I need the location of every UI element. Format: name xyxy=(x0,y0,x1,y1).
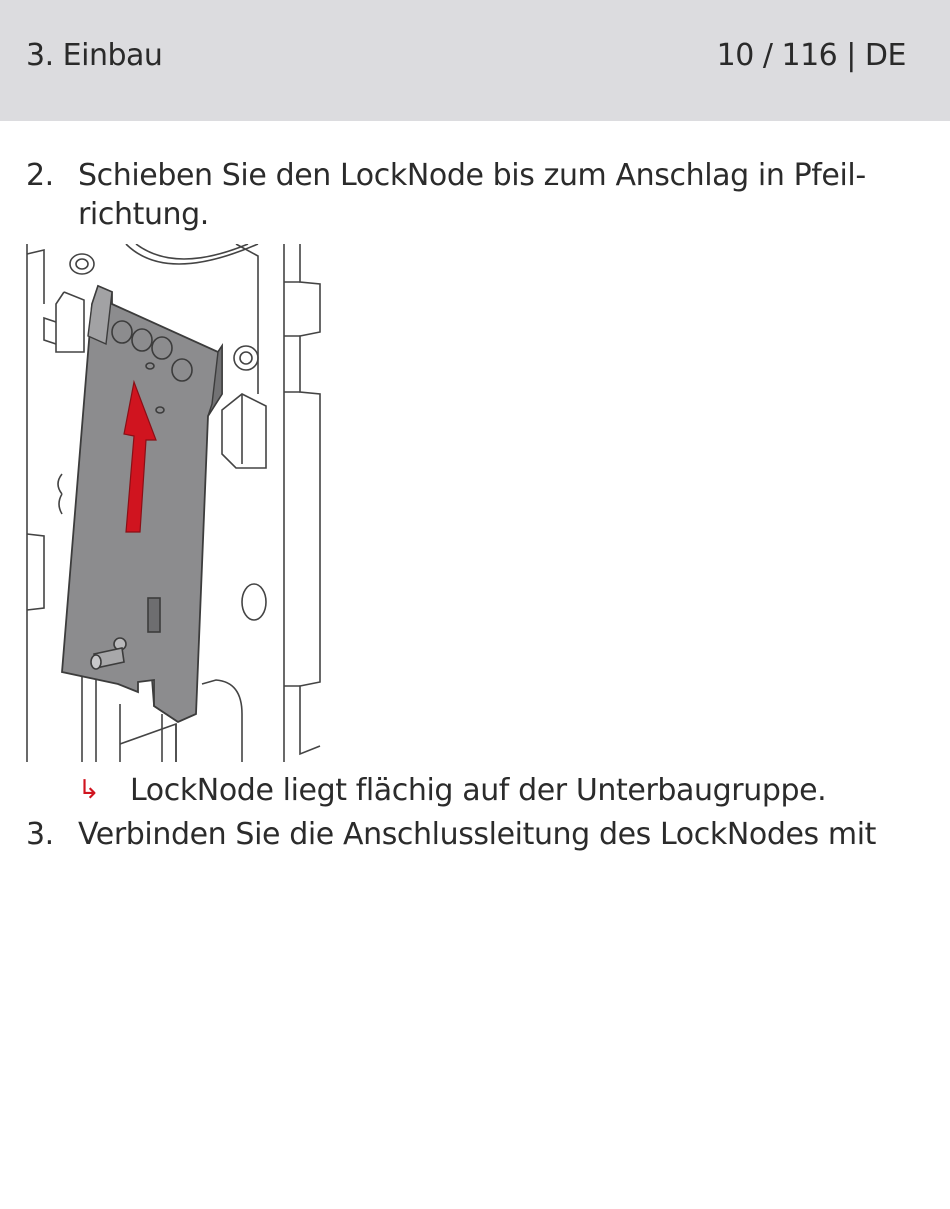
step-number: 2. xyxy=(26,158,54,193)
page-header xyxy=(0,0,950,121)
result-text: LockNode liegt flächig auf der Unterbaugruppe. xyxy=(130,773,827,808)
result-arrow-icon: ↳ xyxy=(78,775,100,805)
step-text: Schieben Sie den LockNode bis zum Anschlag in Pfeil-richtung. xyxy=(78,158,866,232)
step-number: 3. xyxy=(26,817,54,852)
section-title: 3. Einbau xyxy=(26,38,163,73)
page-indicator: 10 / 116 | DE xyxy=(716,38,906,73)
locknode-mounting-illustration xyxy=(26,244,322,762)
step-text: Verbinden Sie die Anschlussleitung des LockNodes mit xyxy=(78,817,877,852)
